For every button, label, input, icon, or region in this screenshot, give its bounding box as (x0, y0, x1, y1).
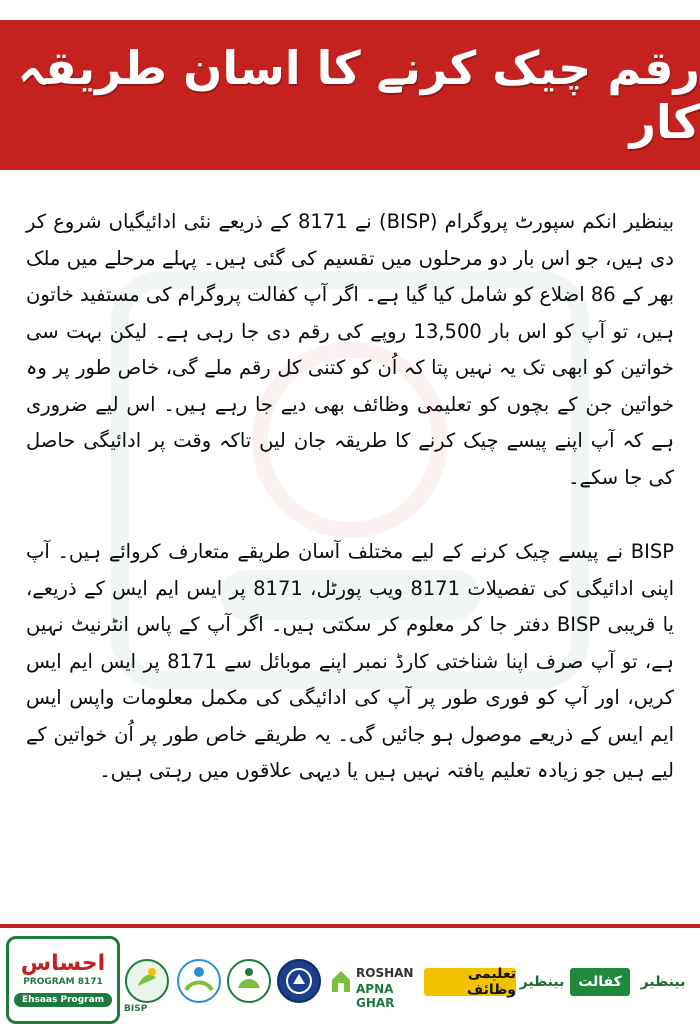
roshan-line-1: ROSHAN (356, 966, 414, 980)
top-white-strip (0, 0, 700, 20)
tag-benazir-2: بینظیر (640, 974, 686, 990)
footer-divider (0, 924, 700, 928)
tag-benazir-1: بینظیر (519, 974, 565, 990)
nutrition-program-icon (226, 958, 272, 1004)
ehsaas-logo-urdu: احساس (20, 951, 106, 976)
footer-logo-strip (0, 924, 700, 1024)
ehsaas-logo-badge: Ehsaas Program (14, 993, 112, 1007)
ehsaas-logo-program: PROGRAM 8171 (23, 977, 103, 987)
house-icon (330, 968, 352, 994)
ehsaas-program-logo (6, 936, 120, 1024)
tag-taleemi-wazaif: تعلیمی وظائف (424, 968, 516, 996)
page-title: رقم چیک کرنے کا اسان طریقہ کار (17, 41, 700, 149)
health-program-icon (176, 958, 222, 1004)
government-seal-icon (276, 958, 322, 1004)
article-paragraph-1: بینظیر انکم سپورٹ پروگرام (BISP) نے 8171 کے ذریعے نئی ادائیگیاں شروع کر دی ہیں، جو اس بار دو مرحلوں میں تقسیم کی گئی ہیں۔ پہلے مرحلے میں ملک بھر کے 86 اضلاع کو شامل کیا گیا ہے۔ اگر آپ کفالت پروگرام کی مستفید خاتون ہیں، تو آپ کو اس بار 13,500 روپے کی رقم دی جا رہی ہے۔ لیکن بہت سی خواتین کو ابھی تک یہ نہیں پتا کہ اُن کو کتنی کل رقم ملے گی، خاص طور پر وہ خواتین جن کے بچوں کو تعلیمی وظائف بھی دیے جا رہے ہیں۔ اس لیے ضروری ہے کہ آپ اپنے پیسے چیک کرنے کا طریقہ جان لیں تاکہ وقت پر ادائیگی حاصل کی جا سکے۔ (26, 210, 675, 489)
roshan-line-2: APNA GHAR (356, 982, 395, 1010)
bisp-emblem-icon (124, 958, 170, 1004)
article-paragraph-2: BISP نے پیسے چیک کرنے کے لیے مختلف آسان طریقے متعارف کروائے ہیں۔ آپ اپنی ادائیگی کی تفصیلات 8171 ویب پورٹل، 8171 پر ایس ایم ایس کے ذریعے، یا قریبی BISP دفتر جا کر معلوم کر سکتی ہیں۔ اگر آپ کے پاس انٹرنیٹ نہیں ہے، تو آپ صرف اپنا شناختی کارڈ نمبر اپنے موبائل سے 8171 پر ایس ایم ایس کریں، اور آپ کو فوری طور پر آپ کی ادائیگی کی مکمل معلومات واپس ایس ایم ایس کے ذریعے موصول ہو جائیں گی۔ یہ طریقے خاص طور پر اُن خواتین کے لیے ہیں جو زیادہ تعلیم یافتہ نہیں ہیں یا دیہی علاقوں میں رہتی ہیں۔ (26, 540, 674, 782)
roshan-apna-ghar-logo (330, 964, 418, 1010)
article-body (26, 204, 674, 790)
tag-kafaalat: کفالت (570, 968, 630, 996)
bisp-label: BISP (124, 1004, 148, 1014)
header-banner (0, 20, 700, 170)
